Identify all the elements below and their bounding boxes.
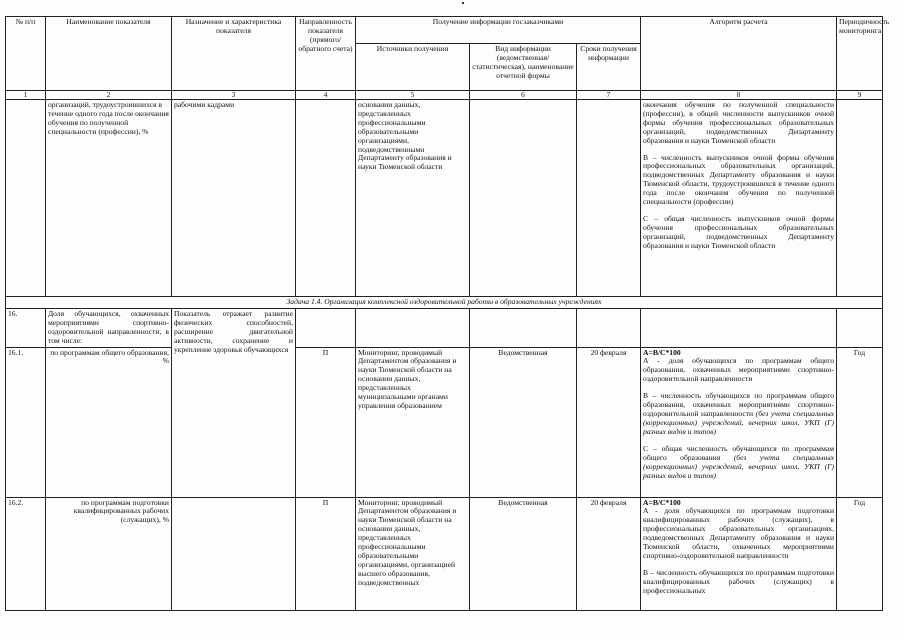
column-number: 9 xyxy=(837,91,883,100)
cell-purpose: Показатель отражает развитие физических способностей, расширение двигательной активности, сохранение и укрепление здоровья обучающихся xyxy=(172,308,296,497)
header-purpose: Назначение и характеристика показателя xyxy=(172,17,296,91)
formula: А=В/С*100 xyxy=(643,347,681,357)
cell-deadline: 20 февраля xyxy=(577,347,641,497)
algorithm-paragraph: А - доля обучающихся по программам подготовки квалифицированных рабочих (служащих), в профессиональных образовательных организациях, подведомственных Департаменту образования и науки Тюменской области, охваченных мероприятиями спортивно-оздоровительной направленности xyxy=(643,506,835,561)
column-number: 5 xyxy=(356,91,470,100)
cell-name: Доля обучающихся, охваченных мероприятиями спортивно-оздоровительной направленности, в том числе: xyxy=(46,308,172,347)
algorithm-text: В – численность обучающихся по программам общего образования, охваченных мероприятиями спортивно-оздоровительной направленности xyxy=(643,391,835,419)
table-row-continued xyxy=(6,99,883,296)
cell-algorithm xyxy=(641,347,837,497)
cell-sources: Мониторинг, проводимый Департаментом образования и науки Тюменской области на основании данных, представленных муниципальными органами управления образованием xyxy=(356,347,470,497)
cell-periodicity xyxy=(837,99,883,296)
cell-direction: П xyxy=(296,497,356,610)
cell-name: организаций, трудоустроившихся в течение одного года после окончания обучения по полученной специальности (профессии), % xyxy=(46,99,172,296)
header-row-1 xyxy=(6,17,883,44)
cell-periodicity: Год xyxy=(837,347,883,497)
column-number: 3 xyxy=(172,91,296,100)
table-row-16-1 xyxy=(6,347,883,497)
cell-num: 16.1. xyxy=(6,347,46,497)
cell-algorithm xyxy=(641,497,837,610)
scan-dot xyxy=(462,2,464,4)
column-number: 7 xyxy=(577,91,641,100)
column-number: 6 xyxy=(470,91,577,100)
cell-info-type xyxy=(470,308,577,347)
cell-name: по программам общего образования, % xyxy=(46,347,172,497)
cell-num xyxy=(6,99,46,296)
formula: А=В/С*100 xyxy=(643,497,681,507)
header-sources: Источники получения xyxy=(356,44,470,91)
algorithm-paragraph: В – численность обучающихся по программам подготовки квалифицированных рабочих (служащих) в профессиональных xyxy=(643,568,835,596)
cell-deadline xyxy=(577,308,641,347)
cell-algorithm xyxy=(641,308,837,347)
header-num: № п/п xyxy=(6,17,46,91)
table-row-16 xyxy=(6,308,883,347)
cell-periodicity: Год xyxy=(837,497,883,610)
task-title: Задача 1.4. Организация комплексной оздоровительной работы в образовательных учреждениях xyxy=(6,296,883,308)
algorithm-paragraph: окончания обучения по полученной специальности (профессии), в общей численности выпускников очной формы обучения профессиональных образовательных организаций, подведомственных Департаменту образования и науки Тюменской области xyxy=(643,99,835,145)
cell-info-type: Ведомственная xyxy=(470,497,577,610)
algorithm-paragraph xyxy=(643,445,834,481)
task-row xyxy=(6,296,883,308)
column-number: 1 xyxy=(6,91,46,100)
cell-info-type: Ведомственная xyxy=(470,347,577,497)
cell-num: 16.2. xyxy=(6,497,46,610)
cell-deadline xyxy=(577,99,641,296)
column-number-row xyxy=(6,91,883,100)
header-algorithm: Алгоритм расчета xyxy=(641,17,837,91)
cell-purpose xyxy=(172,497,296,610)
algorithm-paragraph xyxy=(643,392,834,437)
column-number: 2 xyxy=(46,91,172,100)
algorithm-paragraph: С – общая численность выпускников очной формы обучения профессиональных образовательных организаций, подведомственных Департаменту образования и науки Тюменской области xyxy=(643,214,835,251)
algorithm-text: С – общая численность обучающихся по программам общего образования xyxy=(643,444,835,463)
cell-deadline: 20 февраля xyxy=(577,497,641,610)
header-info-group: Получение информации госзаказчиками xyxy=(356,17,641,44)
header-periodicity: Периодичность мониторинга xyxy=(837,17,883,91)
algorithm-paragraph: А - доля обучающихся по программам общего образования, охваченных мероприятиями спортивно-оздоровительной направленности xyxy=(643,356,835,384)
cell-sources: Мониторинг, проводимый Департаментом образования и науки Тюменской области на основании данных, представленных профессиональными образовательными организациями, организацией высшего образования, подведомственных xyxy=(356,497,470,610)
indicators-table xyxy=(5,16,890,611)
cell-direction: П xyxy=(296,347,356,497)
column-number: 8 xyxy=(641,91,837,100)
cell-direction xyxy=(296,99,356,296)
cell-algorithm xyxy=(641,99,837,296)
algorithm-note: (без учета специальных (коррекционных) учреждений, вечерних школ, УКП (Г) разных видов и типов) xyxy=(643,409,835,437)
cell-info-type xyxy=(470,99,577,296)
cell-direction xyxy=(296,308,356,347)
cell-sources: основании данных, представленных профессиональными образовательными организациями, подведомственными Департаменту образования и науки Тюменской области xyxy=(356,99,470,296)
cell-num: 16. xyxy=(6,308,46,347)
header-deadline: Сроки получения информации xyxy=(577,44,641,91)
cell-sources xyxy=(356,308,470,347)
column-number: 4 xyxy=(296,91,356,100)
cell-periodicity xyxy=(837,308,883,347)
cell-purpose: рабочими кадрами xyxy=(172,99,296,296)
header-direction: Направленность показателя (прямого/обратного счета) xyxy=(296,17,356,91)
table-row-16-2 xyxy=(6,497,883,610)
cell-name: по программам подготовки квалифицированных рабочих (служащих), % xyxy=(46,497,172,610)
header-info-type: Вид информации (ведомственная/ статистическая), наименование отчетной формы xyxy=(470,44,577,91)
algorithm-paragraph: В – численность выпускников очной формы обучения профессиональных образовательных организаций, подведомственных Департаменту образования и науки Тюменской области, трудоустроившихся в течение одного года после окончания обучения по полученной специальности (профессии) xyxy=(643,152,835,207)
header-name: Наименование показателя xyxy=(46,17,172,91)
algorithm-note: (без учета специальных (коррекционных) учреждений, вечерних школ, УКП (Г) разных видов и типов) xyxy=(643,453,835,480)
